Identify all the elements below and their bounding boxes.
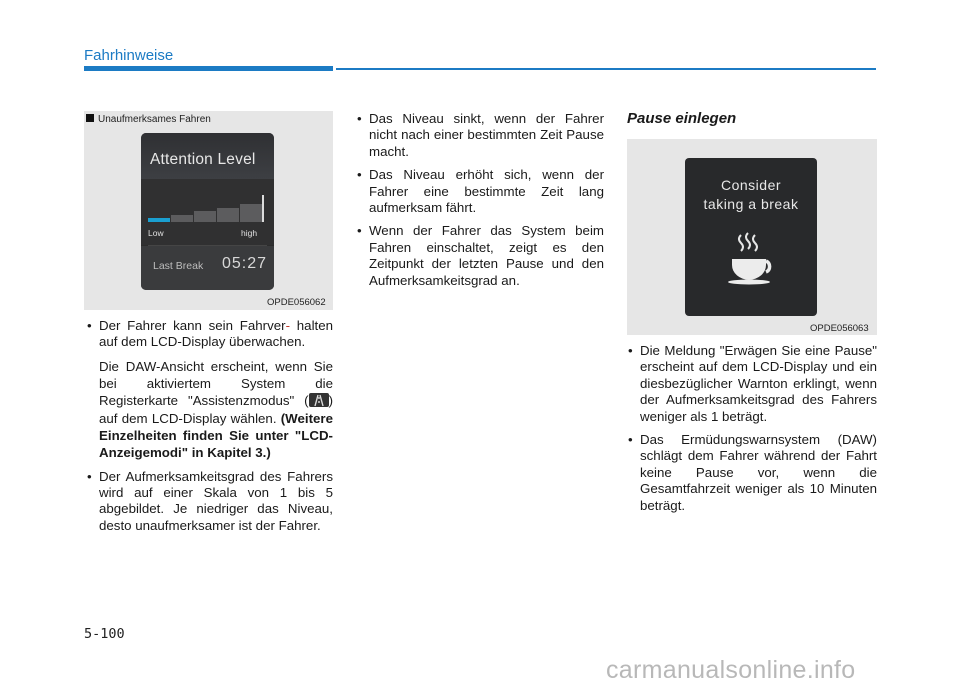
attention-level-display <box>141 133 274 290</box>
list-item: • Das Ermüdungswarnsystem (DAW) schlägt dem Fahrer während der Fahrt keine Pause vor, wenn die Gesamtfahrzeit weniger als 10 Minuten beträgt. <box>628 432 877 513</box>
watermark: carmanualsonline.info <box>606 656 856 684</box>
list-item: • Das Niveau sinkt, wenn der Fahrer nicht nach einer bestimmten Zeit Pause macht. <box>357 111 604 159</box>
level-low-label: Low <box>148 228 164 238</box>
page-number: 5-100 <box>84 626 125 642</box>
level-segment <box>217 208 239 223</box>
figure-code: OPDE056062 <box>267 297 326 308</box>
assist-mode-tab-icon <box>309 393 329 407</box>
last-break-label: Last Break <box>153 260 204 272</box>
consider-break-display <box>685 158 817 316</box>
list-item: • Der Aufmerksamkeitsgrad des Fahrers wird auf einer Skala von 1 bis 5 abgebildet. Je niedriger das Niveau, desto unaufmerksamer ist der Fahrer. <box>87 468 333 533</box>
list-item: • Die Meldung "Erwägen Sie eine Pause" erscheint auf dem LCD-Display und ein diesbezüglicher Warnton erklingt, wenn der Aufmerksamkeitsgrad des Fahrers weniger als 1 beträgt. <box>628 343 877 424</box>
attention-level-title: Attention Level <box>150 151 256 168</box>
subsection-heading: Pause einlegen <box>627 110 737 127</box>
level-end-marker <box>262 195 264 222</box>
list-item: • Der Fahrer kann sein Fahrver- halten auf dem LCD-Display überwachen. <box>87 318 334 350</box>
attention-level-gauge <box>141 179 274 245</box>
list-item: • Wenn der Fahrer das System beim Fahren einschaltet, zeigt es den Zeitpunkt der letzten Pause und den Aufmerksamkeitsgrad an. <box>357 223 604 288</box>
level-high-label: high <box>241 228 258 238</box>
header-rule-thin <box>336 68 876 70</box>
figure-caption: Unaufmerksames Fahren <box>86 114 211 125</box>
figure-code: OPDE056063 <box>810 323 869 334</box>
last-break-time: 05:27 <box>222 255 268 272</box>
section-title: Fahrhinweise <box>84 47 174 64</box>
level-segment <box>148 218 170 222</box>
right-column <box>628 343 877 521</box>
header-rule-thick <box>84 66 333 71</box>
square-bullet-icon <box>86 114 94 122</box>
left-column <box>87 318 333 541</box>
middle-column <box>357 111 604 296</box>
break-message-line1: Consider <box>720 177 782 193</box>
level-segment <box>171 215 193 223</box>
break-message-line2: taking a break <box>703 196 799 212</box>
coffee-cup-icon <box>723 231 779 287</box>
level-segment <box>240 204 262 222</box>
list-item-paragraph: Die DAW-Ansicht erscheint, wenn Sie bei aktiviertem System die Registerkarte "Assistenzmodus" ( ) auf dem LCD-Display wählen. (Weitere Einzelheiten finden Sie unter "LCD-Anzeigemodi" in Kapitel 3.) <box>99 358 333 461</box>
level-segment <box>194 211 216 222</box>
list-item: • Das Niveau erhöht sich, wenn der Fahrer eine bestimmte Zeit lang aufmerksam fährt. <box>357 167 604 216</box>
last-break-panel <box>141 246 274 290</box>
